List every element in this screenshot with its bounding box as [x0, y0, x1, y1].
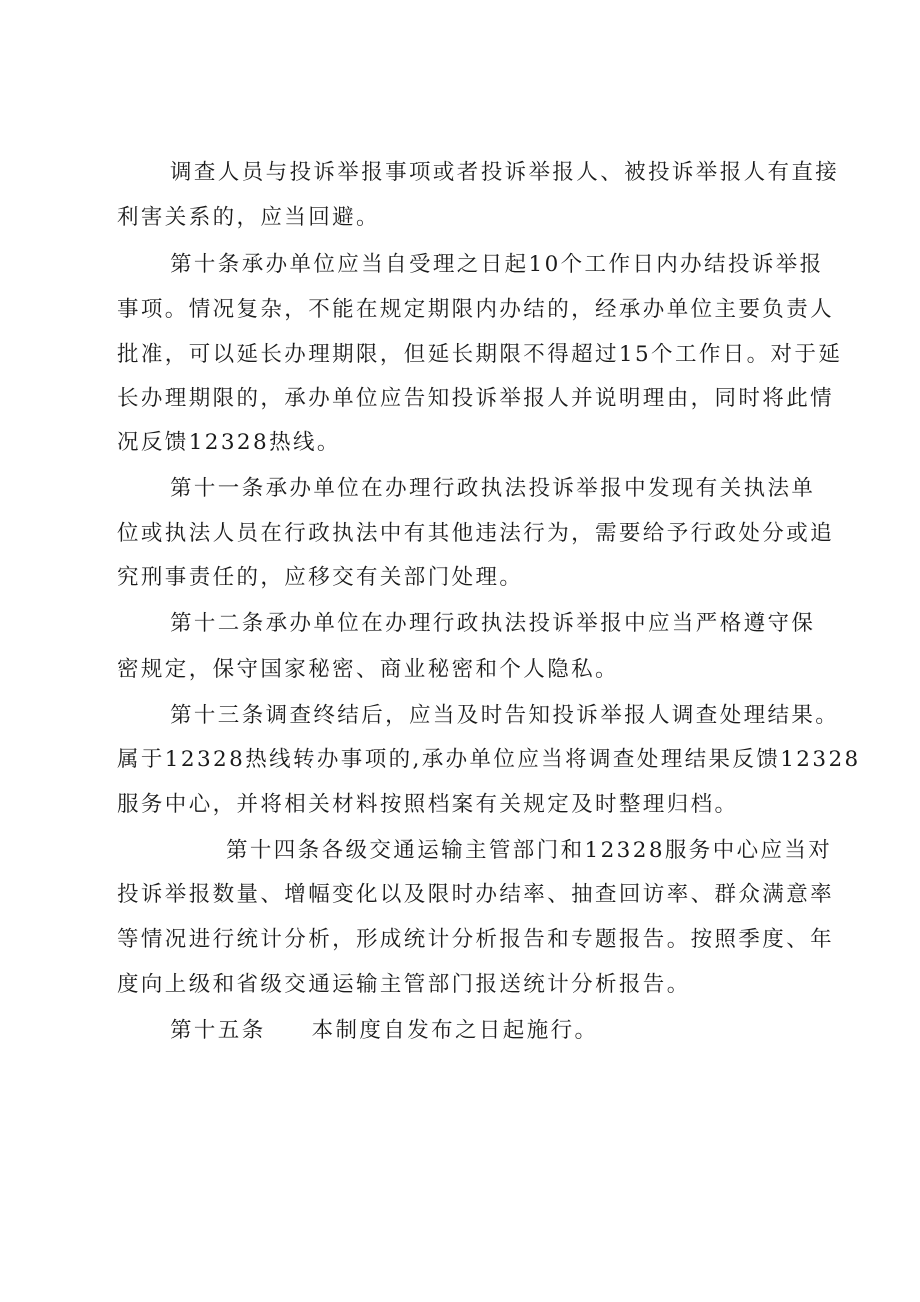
article-15-text: 本制度自发布之日起施行。: [311, 1018, 599, 1043]
article-12-line: 密规定，保守国家秘密、商业秘密和个人隐私。: [117, 657, 619, 682]
article-13-line: 第十三条调查终结后，应当及时告知投诉举报人调查处理结果。: [170, 703, 840, 728]
paragraph-line: 利害关系的，应当回避。: [117, 205, 380, 230]
article-12-line: 第十二条承办单位在办理行政执法投诉举报中应当严格遵守保: [170, 611, 816, 636]
article-10-line: 事项。情况复杂，不能在规定期限内办结的，经承办单位主要负责人: [117, 297, 835, 322]
article-11-line: 究刑事责任的，应移交有关部门处理。: [117, 565, 524, 590]
article-13-line: 属于12328热线转办事项的,承办单位应当将调查处理结果反馈12328: [117, 747, 861, 772]
article-10-line: 批准，可以延长办理期限，但延长期限不得超过15个工作日。对于延: [117, 342, 843, 367]
article-10-line: 长办理期限的，承办单位应告知投诉举报人并说明理由，同时将此情: [117, 386, 835, 411]
article-13-line: 服务中心，并将相关材料按照档案有关规定及时整理归档。: [117, 792, 739, 817]
paragraph-line: 调查人员与投诉举报事项或者投诉举报人、被投诉举报人有直接: [170, 160, 840, 185]
article-11-line: 位或执法人员在行政执法中有其他违法行为，需要给予行政处分或追: [117, 521, 835, 546]
article-15-line: [170, 1016, 870, 1046]
article-14-line: 度向上级和省级交通运输主管部门报送统计分析报告。: [117, 972, 691, 997]
article-10-line: 况反馈12328热线。: [117, 430, 341, 455]
article-11-line: 第十一条承办单位在办理行政执法投诉举报中发现有关执法单: [170, 476, 816, 501]
article-14-line: 投诉举报数量、增幅变化以及限时办结率、抽查回访率、群众满意率: [117, 882, 835, 907]
article-14-line: 第十四条各级交通运输主管部门和12328服务中心应当对: [226, 838, 833, 863]
article-15-label: 第十五条: [170, 1018, 266, 1043]
article-10-line: 第十条承办单位应当自受理之日起10个工作日内办结投诉举报: [170, 252, 824, 277]
article-14-line: 等情况进行统计分析，形成统计分析报告和专题报告。按照季度、年: [117, 927, 835, 952]
